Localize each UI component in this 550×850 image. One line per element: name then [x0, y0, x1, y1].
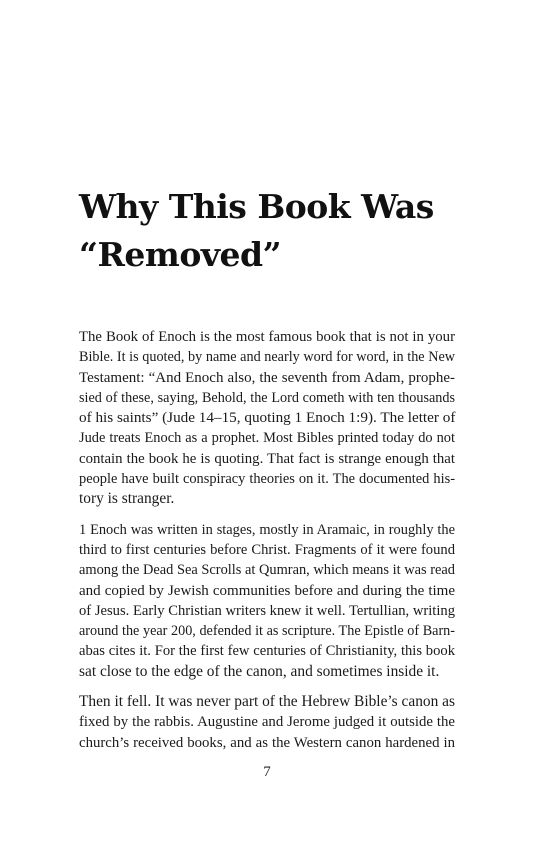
- text-line: The Book of Enoch is the most famous book that is not in your: [79, 329, 455, 345]
- text-line: among the Dead Sea Scrolls at Qumran, which means it was read: [79, 562, 455, 579]
- page-number: 7: [263, 764, 271, 780]
- text-line: sied of these, saying, Behold, the Lord cometh with ten thousands: [79, 389, 455, 406]
- text-line: of his saints” (Jude 14–15, quoting 1 Enoch 1:9). The letter of: [79, 409, 456, 427]
- text-line: Testament: “And Enoch also, the seventh from Adam, prophe-: [79, 369, 455, 386]
- chapter-title: [79, 183, 479, 279]
- text-line: church’s received books, and as the Western canon hardened in: [79, 734, 455, 751]
- text-line: Bible. It is quoted, by name and nearly word for word, in the New: [79, 349, 455, 366]
- paragraph-1: [79, 327, 455, 510]
- text-line: and copied by Jewish communities before and during the time: [79, 582, 455, 599]
- text-line: third to first centuries before Christ. Fragments of it were found: [79, 541, 455, 558]
- text-line: Then it fell. It was never part of the Hebrew Bible’s canon as: [79, 693, 455, 711]
- text-line: fixed by the rabbis. Augustine and Jerome judged it outside the: [79, 714, 455, 731]
- text-line: of Jesus. Early Christian writers knew it well. Tertullian, writing: [79, 602, 455, 619]
- chapter-title-line-2: “Removed”: [79, 235, 282, 274]
- chapter-title-line-1: Why This Book Was: [79, 187, 434, 226]
- text-line: people have built conspiracy theories on it. The documented his-: [79, 471, 455, 488]
- paragraph-2: [79, 520, 455, 682]
- chapter-body: [79, 327, 455, 763]
- text-line: contain the book he is quoting. That fact is strange enough that: [79, 450, 455, 467]
- text-line: 1 Enoch was written in stages, mostly in Aramaic, in roughly the: [79, 521, 455, 538]
- text-line: around the year 200, defended it as scripture. The Epistle of Barn-: [79, 623, 455, 640]
- text-line: Jude treats Enoch as a prophet. Most Bibles printed today do not: [79, 430, 455, 447]
- text-line: abas cites it. For the first few centuries of Christianity, this book: [79, 643, 455, 660]
- paragraph-3: [79, 692, 455, 753]
- text-line: tory is stranger.: [79, 490, 175, 508]
- text-line: sat close to the edge of the canon, and sometimes inside it.: [79, 662, 440, 680]
